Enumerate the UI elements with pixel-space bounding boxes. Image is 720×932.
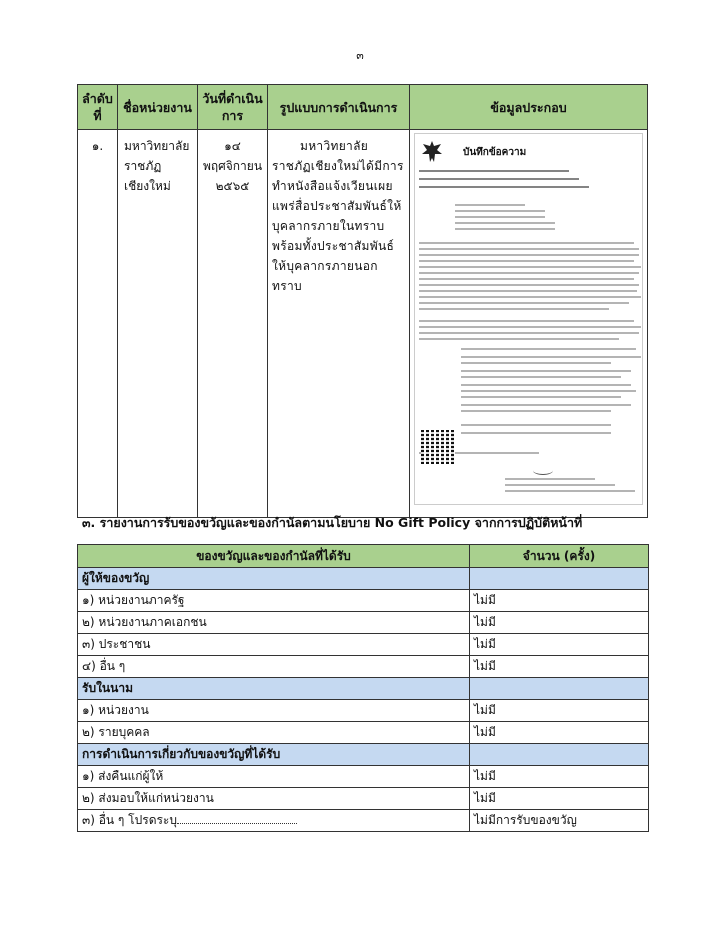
memo-text-line xyxy=(505,490,635,492)
memo-text-line xyxy=(455,204,525,206)
memo-text-line xyxy=(419,296,641,298)
row-label-text: ๑) หน่วยงานภาครัฐ xyxy=(82,593,185,607)
memo-text-line xyxy=(461,376,621,378)
row-value: ไม่มีการรับของขวัญ xyxy=(470,810,649,832)
memo-text-line xyxy=(461,410,611,412)
memo-text-line xyxy=(419,326,641,328)
row-value: ไม่มี xyxy=(470,634,649,656)
row-label-text: ๒) ส่งมอบให้แก่หน่วยงาน xyxy=(82,791,214,805)
memo-text-line xyxy=(419,278,634,280)
memo-text-line xyxy=(455,222,555,224)
row-label xyxy=(78,656,470,678)
memo-text-line xyxy=(419,338,619,340)
row-label-text: ๔) อื่น ๆ xyxy=(82,659,126,673)
table-row xyxy=(78,700,649,722)
memo-text-line xyxy=(419,242,634,244)
row-label-text: ๓) อื่น ๆ โปรดระบุ xyxy=(82,813,177,827)
header-count: จำนวน (ครั้ง) xyxy=(470,545,649,568)
header-evidence: ข้อมูลประกอบ xyxy=(410,85,648,130)
category-empty-cell xyxy=(470,568,649,590)
memo-text-line xyxy=(419,170,569,172)
category-title: การดำเนินการเกี่ยวกับของขวัญที่ได้รับ xyxy=(78,744,470,766)
memo-text-line xyxy=(419,320,634,322)
signature-icon xyxy=(533,466,553,475)
row-label xyxy=(78,722,470,744)
row-label xyxy=(78,590,470,612)
row-no: ๑. xyxy=(78,130,118,518)
dotted-fill-line xyxy=(177,813,297,824)
table-row xyxy=(78,810,649,832)
row-label-text: ๓) ประชาชน xyxy=(82,637,151,651)
memo-text-line xyxy=(461,370,631,372)
row-agency: มหาวิทยาลัยราชภัฏเชียงใหม่ xyxy=(118,130,198,518)
garuda-emblem-icon xyxy=(421,140,443,164)
row-value: ไม่มี xyxy=(470,722,649,744)
section-heading: ๓. รายงานการรับของขวัญและของกำนัลตามนโยบาย No Gift Policy จากการปฏิบัติหน้าที่ xyxy=(82,515,583,530)
memo-text-line xyxy=(461,432,611,434)
memo-text-line xyxy=(461,424,611,426)
category-row xyxy=(78,744,649,766)
table-row xyxy=(78,130,648,518)
row-value: ไม่มี xyxy=(470,590,649,612)
memo-text-line xyxy=(505,478,595,480)
category-row xyxy=(78,568,649,590)
memo-text-line xyxy=(461,356,641,358)
memo-text-line xyxy=(461,348,636,350)
row-date: ๑๔ พฤศจิกายน ๒๕๖๕ xyxy=(198,130,268,518)
memo-text-line xyxy=(419,272,639,274)
memo-image-cell xyxy=(410,130,648,518)
row-label-text: ๒) รายบุคคล xyxy=(82,725,150,739)
memo-text-line xyxy=(419,302,629,304)
memo-text-line xyxy=(419,308,609,310)
memo-text-line xyxy=(419,254,639,256)
memo-text-line xyxy=(419,332,639,334)
memo-text-line xyxy=(455,228,555,230)
header-gift: ของขวัญและของกำนัลที่ได้รับ xyxy=(78,545,470,568)
memo-text-line xyxy=(505,484,615,486)
row-value: ไม่มี xyxy=(470,788,649,810)
row-label xyxy=(78,810,470,832)
page-number: ๓ xyxy=(356,49,364,62)
memo-text-line xyxy=(461,384,631,386)
category-title: ผู้ให้ของขวัญ xyxy=(78,568,470,590)
table-row xyxy=(78,788,649,810)
row-value: ไม่มี xyxy=(470,612,649,634)
category-row xyxy=(78,678,649,700)
memo-text-line xyxy=(461,390,636,392)
memo-text-line xyxy=(455,210,545,212)
table-row xyxy=(78,634,649,656)
memo-text-line xyxy=(419,266,641,268)
memo-title: บันทึกข้อความ xyxy=(463,147,527,158)
activity-table xyxy=(77,84,648,518)
row-value: ไม่มี xyxy=(470,766,649,788)
header-date: วันที่ดำเนินการ xyxy=(198,85,268,130)
row-value: ไม่มี xyxy=(470,656,649,678)
memo-text-line xyxy=(461,396,621,398)
row-label-text: ๒) หน่วยงานภาคเอกชน xyxy=(82,615,207,629)
header-agency: ชื่อหน่วยงาน xyxy=(118,85,198,130)
table-row xyxy=(78,590,649,612)
category-title: รับในนาม xyxy=(78,678,470,700)
row-label xyxy=(78,788,470,810)
table-row xyxy=(78,722,649,744)
qr-code-icon xyxy=(421,430,455,464)
memo-text-line xyxy=(419,290,637,292)
row-method: มหาวิทยาลัยราชภัฏเชียงใหม่ได้มีการทำหนังสือแจ้งเวียนเผยแพร่สื่อประชาสัมพันธ์ให้บุคลากรภายในทราบ พร้อมทั้งประชาสัมพันธ์ให้บุคลากรภายนอกทราบ xyxy=(268,130,410,518)
row-label-text: ๑) ส่งคืนแก่ผู้ให้ xyxy=(82,769,164,783)
category-empty-cell xyxy=(470,678,649,700)
row-label-text: ๑) หน่วยงาน xyxy=(82,703,149,717)
memo-document-image xyxy=(414,133,643,505)
memo-text-line xyxy=(419,186,589,188)
row-label xyxy=(78,700,470,722)
header-no: ลำดับที่ xyxy=(78,85,118,130)
memo-text-line xyxy=(461,404,631,406)
row-label xyxy=(78,766,470,788)
memo-text-line xyxy=(419,284,639,286)
memo-text-line xyxy=(419,248,639,250)
table-row xyxy=(78,766,649,788)
memo-text-line xyxy=(455,216,545,218)
memo-text-line xyxy=(461,362,611,364)
row-label xyxy=(78,634,470,656)
row-value: ไม่มี xyxy=(470,700,649,722)
category-empty-cell xyxy=(470,744,649,766)
memo-text-line xyxy=(419,178,579,180)
header-method: รูปแบบการดำเนินการ xyxy=(268,85,410,130)
table-row xyxy=(78,656,649,678)
row-label xyxy=(78,612,470,634)
gift-report-table xyxy=(77,544,649,832)
memo-text-line xyxy=(419,260,634,262)
table-row xyxy=(78,612,649,634)
